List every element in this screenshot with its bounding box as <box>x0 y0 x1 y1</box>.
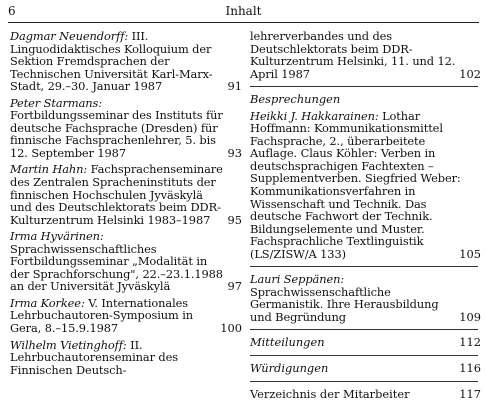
entry-author: Dagmar Neuendorff: <box>10 29 129 43</box>
entry-author: Lauri Seppänen: <box>250 272 345 287</box>
section-label: Verzeichnis der Mitarbeiter <box>250 386 410 401</box>
entry-author: Peter Starmans: <box>10 95 103 110</box>
entry-author: Irma Korkee: <box>10 295 85 310</box>
entry-title: Sprachwissenschaftliches Fortbildungsseminar „Modalität in der Sprachforschung", 22.–23.1.1988 an der Universität Jyväskylä <box>10 241 223 294</box>
page-header <box>0 0 487 24</box>
entry-title: V. Internationales Lehrbuchautoren-Symposium in Gera, 8.–15.9.1987 <box>10 295 193 336</box>
toc-entry <box>10 29 242 94</box>
section-row <box>250 386 481 401</box>
section-row <box>250 335 481 350</box>
entry-author: Martin Hahn: <box>10 162 88 177</box>
entry-title: III. Linguodidaktisches Kolloquium der Sektion Fremdsprachen der Technischen Universität Karl-Marx-Stadt, 29.–30. Januar 1987 <box>10 29 213 94</box>
entry-page: 100 <box>220 321 242 336</box>
toc-entry <box>10 295 242 336</box>
entry-author: Irma Hyvärinen: <box>10 229 104 244</box>
header-rule <box>8 22 479 23</box>
section-label: Mitteilungen <box>250 335 325 350</box>
entry-title: lehrerverbandes und des Deutschlektorats beim DDR-Kulturzentrum Helsinki, 11. und 12. April 1987 <box>250 29 456 81</box>
running-title: Inhalt <box>225 4 262 18</box>
entry-title: II. Lehrbuchautorenseminar des Finnischen Deutsch- <box>10 337 179 377</box>
entry-page: 93 <box>227 145 242 160</box>
section-divider <box>250 329 478 330</box>
section-divider <box>250 381 478 382</box>
section-divider <box>250 355 478 356</box>
review-entry <box>250 108 481 261</box>
toc-entry-continued <box>250 29 481 81</box>
section-page: 112 <box>459 335 481 350</box>
section-page: 116 <box>459 361 481 376</box>
entry-page: 97 <box>227 279 242 294</box>
entry-page: 95 <box>227 212 242 227</box>
section-divider <box>250 266 478 267</box>
toc-entry <box>10 229 242 294</box>
toc-entry <box>10 339 238 377</box>
contents-right-column <box>250 29 481 404</box>
section-row <box>250 361 481 376</box>
entry-page: 109 <box>459 309 481 324</box>
section-label: Würdigungen <box>250 361 329 376</box>
entry-title: Fortbildungsseminar des Instituts für deutsche Fachsprache (Dresden) für finnische Fachsprachenlehrer, 5. bis 12. September 1987 <box>10 108 223 160</box>
entry-page: 91 <box>227 79 242 94</box>
toc-entry <box>10 95 242 160</box>
entry-title: Lothar Hoffmann: Kommunikationsmittel Fachsprache, 2., überarbeitete Auflage. Claus Köhler: Verben in deutschsprachigen Fachtexten – Supplementverben. Siegfried Weber: Kommunikationsverfahren in Wissenschaft und Technik. Das deutsche Fachwort der Technik. Bildungselemente und Muster. Fachsprachliche Textlinguistik (LS/ZISW/A 133) <box>250 108 461 261</box>
section-heading: Besprechungen <box>250 92 341 107</box>
toc-entry <box>10 162 242 227</box>
section-page: 117 <box>459 386 481 401</box>
page-number: 6 <box>8 4 16 18</box>
entry-author: Wilhelm Vietinghoff: <box>10 337 127 352</box>
entry-title: Fachsprachenseminare des Zentralen Spracheninstituts der finnischen Hochschulen Jyväskylä und des Deutschlektorats beim DDR-Kulturzentrum Helsinki 1983–1987 <box>10 162 223 227</box>
review-entry <box>250 272 481 324</box>
entry-page: 102 <box>459 66 481 81</box>
entry-title: Sprachwissenschaftliche Germanistik. Ihre Herausbildung und Begründung <box>250 284 439 324</box>
entry-page: 105 <box>459 246 481 261</box>
section-divider <box>250 86 478 87</box>
contents-left-column <box>10 29 242 380</box>
entry-author: Heikki J. Hakkarainen: <box>250 108 379 123</box>
